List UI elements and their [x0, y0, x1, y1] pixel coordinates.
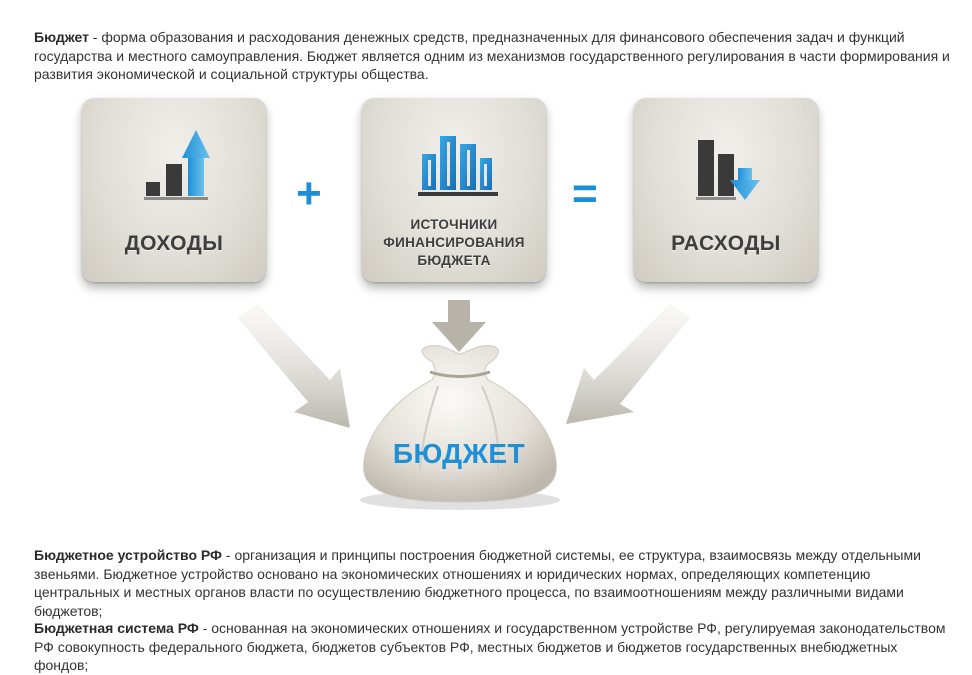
- definition-text: - основанная на экономических отношениях и государственном устройстве РФ, регулируемая законодательством РФ совокупность федерального бюджета, бюджетов субъектов РФ, местных бюджетов и бюджетов государственных внебюджетных фондов;: [34, 620, 946, 673]
- intro-term: Бюджет: [34, 29, 89, 45]
- plus-sign: +: [296, 169, 322, 218]
- budget-bag-label: БЮДЖЕТ: [392, 438, 526, 469]
- buildings-icon: [404, 124, 504, 204]
- financing-sources-card: [362, 98, 546, 282]
- definition-term: Бюджетная система РФ: [34, 620, 199, 636]
- sources-arrow: [432, 300, 486, 352]
- expense-arrow: [566, 304, 690, 424]
- equals-sign: =: [572, 169, 598, 218]
- rising-bar-chart-icon: [124, 124, 224, 204]
- income-arrow: [238, 304, 350, 428]
- income-label: ДОХОДЫ: [124, 232, 224, 255]
- expense-card: [634, 98, 818, 282]
- definition-budget-structure: [34, 546, 952, 620]
- money-bag-icon: [360, 346, 560, 510]
- definition-text: - организация и принципы построения бюджетной системы, ее структура, взаимосвязь между отдельными звеньями. Бюджетное устройство основано на экономических отношениях и юридических нормах, определяющих компетенцию центральных и местных органов власти по осуществлению бюджетного процесса, по взаимоотношениям между различными видами бюджетов;: [34, 547, 921, 619]
- expense-label: РАСХОДЫ: [671, 232, 781, 255]
- definition-term: Бюджетное устройство РФ: [34, 547, 223, 563]
- falling-bar-chart-icon: [676, 124, 776, 204]
- definition-budget-system: [34, 619, 952, 675]
- intro-text: - форма образования и расходования денежных средств, предназначенных для финансового обеспечения задач и функций государства и местного самоуправления. Бюджет является одним из механизмов государственного регулирования в части формирования и развития экономической и социальной структуры общества.: [34, 29, 950, 82]
- financing-sources-label: ИСТОЧНИКИ ФИНАНСИРОВАНИЯ БЮДЖЕТА: [383, 217, 525, 268]
- income-card: [82, 98, 266, 282]
